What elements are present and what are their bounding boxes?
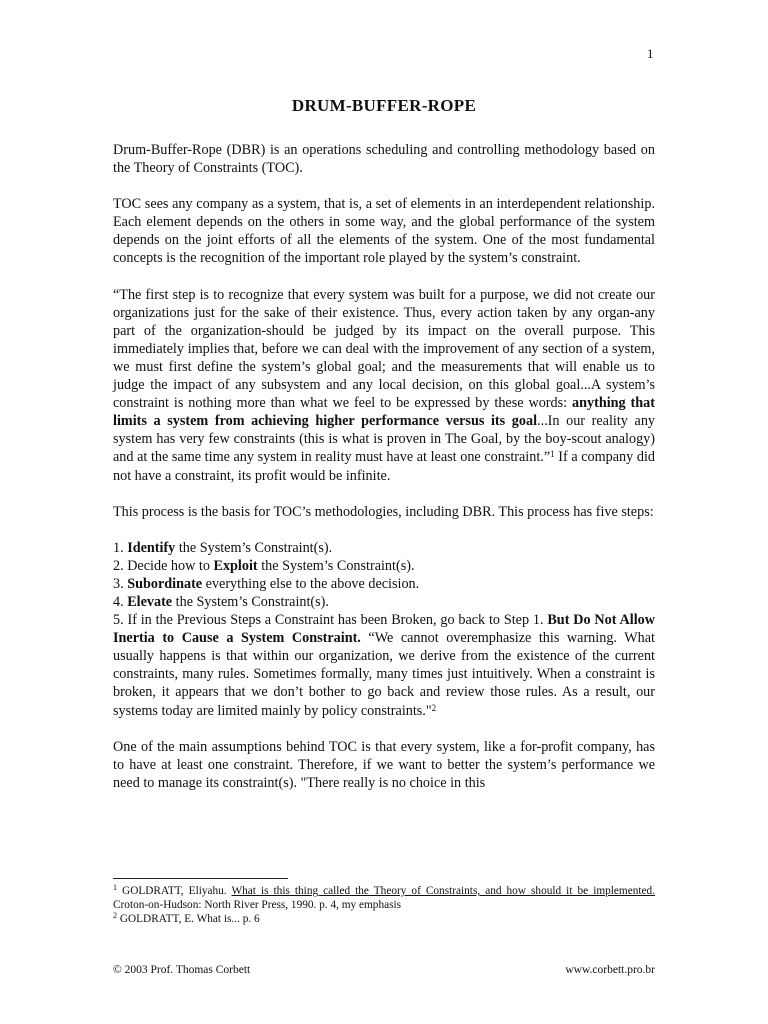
quote-text-2: ...In our reality any system has very few constraints (this is what is proven in The Goal, by the boy-scout analogy) and at the same time any system in reality must have at least one constraint.” [113, 413, 656, 466]
step-item [113, 557, 655, 575]
step-text: everything else to the above decision. [202, 575, 420, 592]
page-number: 1 [647, 46, 654, 61]
step-text: the System’s Constraint(s). [257, 557, 415, 574]
step-keyword: Subordinate [127, 575, 203, 592]
step-prefix: 2. Decide how to [113, 557, 214, 574]
step-text: “We cannot overemphasize this warning. What usually happens is that within our organization, we derive from the existence of the current constraints, many rules. Sometimes formally, many times just intuitively. When a constraint is broken, it appears that we don’t bother to go back and review those rules. As a result, our systems today are limited mainly by policy constraints." [113, 630, 655, 719]
step-text: the System’s Constraint(s). [172, 593, 329, 610]
footnote-1 [113, 884, 655, 912]
footnote-divider [113, 878, 288, 879]
quote-text-3: If a company did not have a constraint, its profit would be infinite. [113, 449, 655, 484]
footer-website: www.corbett.pro.br [565, 964, 655, 976]
footnote-ref-2: 2 [431, 702, 437, 713]
step-text: the System’s Constraint(s). [175, 539, 333, 556]
step-keyword: Identify [127, 539, 176, 556]
step-prefix: 1. [113, 539, 128, 556]
assumptions-paragraph: One of the main assumptions behind TOC is that every system, like a for-profit company, has to have at least one constraint. Therefore, if we want to better the system’s performance we need to manage its constraint(s). "There really is no choice in this [113, 738, 655, 791]
toc-paragraph: TOC sees any company as a system, that is, a set of elements in an interdependent relationship. Each element depends on the others in some way, and the global performance of the system depends on the joint efforts of all the elements of the system. One of the most fundamental concepts is the recognition of the important role played by the system’s constraint. [113, 196, 655, 267]
footer-copyright: © 2003 Prof. Thomas Corbett [113, 964, 251, 976]
footnote-text: GOLDRATT, E. What is... p. 6 [117, 913, 260, 926]
page-title: DRUM-BUFFER-ROPE [291, 96, 477, 115]
footnote-author: GOLDRATT, Eliyahu. [117, 885, 232, 897]
document-body [113, 141, 655, 810]
footnote-book-title: What is this thing called the Theory of Constraints, and how should it be implemented. [231, 885, 655, 897]
quote-paragraph [113, 286, 655, 485]
step-keyword: Exploit [213, 557, 258, 574]
five-steps-list [113, 539, 655, 720]
step-prefix: 4. [113, 593, 128, 610]
step-keyword: But Do Not Allow Inertia to Cause a System Constraint. [113, 612, 655, 647]
footnote-publisher: Croton-on-Hudson: North River Press, 1990. p. 4, my emphasis [113, 899, 402, 912]
process-paragraph: This process is the basis for TOC’s methodologies, including DBR. This process has five steps: [113, 503, 654, 520]
intro-paragraph: Drum-Buffer-Rope (DBR) is an operations scheduling and controlling methodology based on the Theory of Constraints (TOC). [113, 142, 655, 177]
step-text: 5. If in the Previous Steps a Constraint has been Broken, go back to Step 1. [113, 612, 548, 629]
footnote-marker: 2 [113, 911, 117, 921]
footnote-marker: 1 [113, 883, 117, 892]
footnote-2 [113, 912, 655, 926]
step-item [113, 575, 655, 593]
footnotes [113, 884, 655, 927]
footnote-ref-1: 1 [550, 449, 555, 460]
step-item [113, 593, 655, 611]
step-item [113, 611, 655, 720]
step-prefix: 3. [113, 575, 128, 592]
step-keyword: Elevate [127, 593, 173, 610]
quote-text-1: “The first step is to recognize that every system was built for a purpose, we did not create our organizations just for the sake of their existence. Thus, every action taken by any organ-any part of the organization-should be judged by its impact on the overall purpose. This immediately implies that, before we can deal with the improvement of any section of a system, we must first define the system’s global goal; and the measurements that will enable us to judge the impact of any subsystem and any local decision, on this global goal...A system’s constraint is nothing more than what we feel to be expressed by these words: [113, 286, 655, 412]
quote-emphasis: anything that limits a system from achieving higher performance versus its goal [113, 395, 655, 430]
step-item [113, 539, 655, 557]
